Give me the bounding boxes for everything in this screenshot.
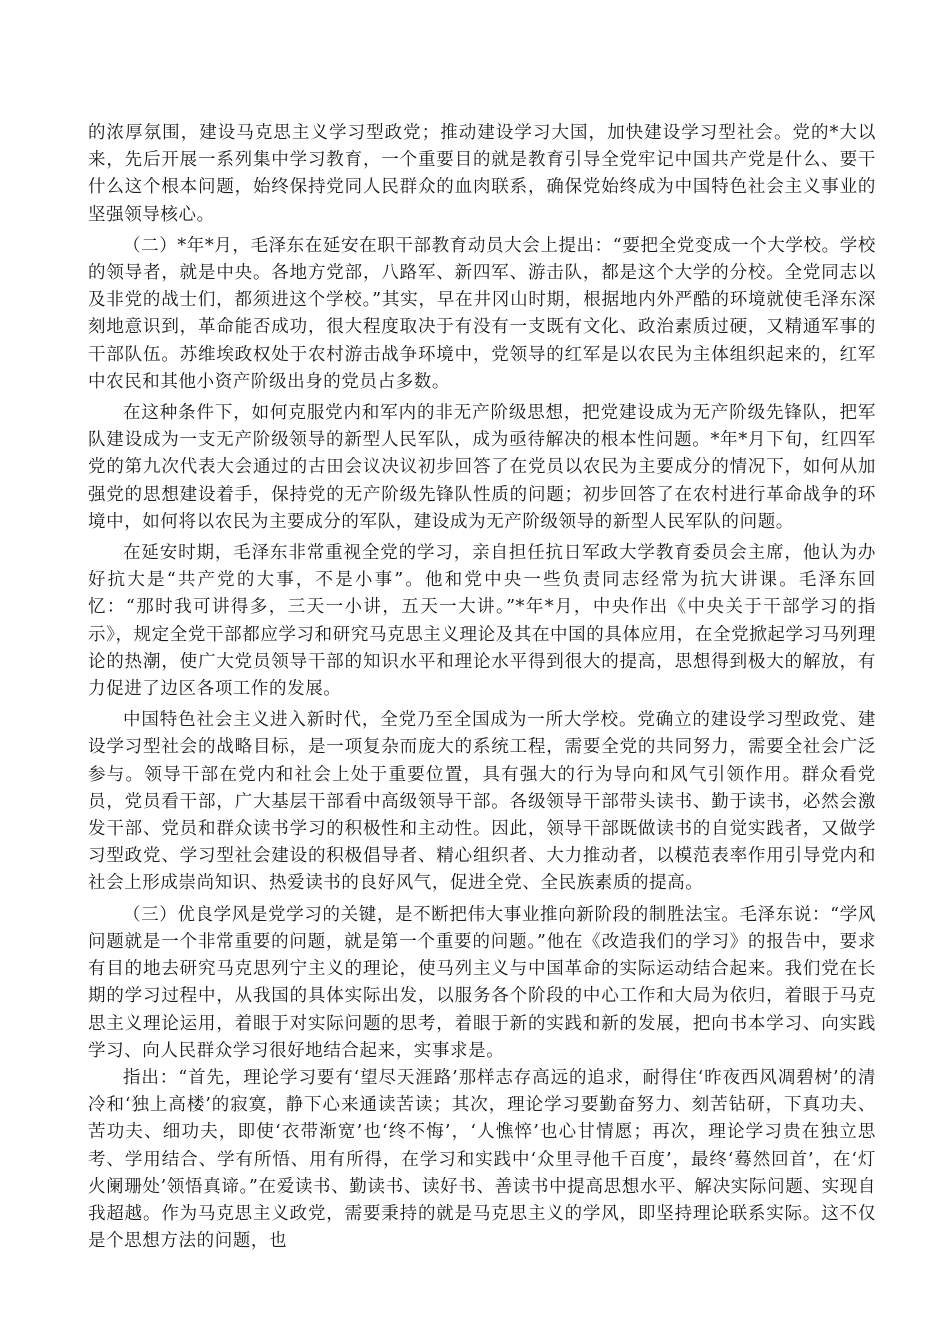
paragraph-2: （二）*年*月，毛泽东在延安在职干部教育动员大会上提出：“要把全党变成一个大学校。学校的领导者，就是中央。各地方党部，八路军、新四军、游击队，都是这个大学的分校。全党同志以及非党的战士们，都须进这个学校。”其实，早在井冈山时期，根据地内外严酷的环境就使毛泽东深刻地意识到，革命能否成功，很大程度取决于有没有一支既有文化、政治素质过硬，又精通军事的干部队伍。苏维埃政权处于农村游击战争环境中，党领导的红军是以农民为主体组织起来的，红军中农民和其他小资产阶级出身的党员占多数。	[88, 235, 876, 392]
paragraph-7: 指出：“首先，理论学习要有‘望尽天涯路’那样志存高远的追求，耐得住‘昨夜西风凋碧树’的清冷和‘独上高楼’的寂寞，静下心来通读苦读；其次，理论学习要勤奋努力、刻苦钻研，下真功夫、苦功夫、细功夫，即使‘衣带渐宽’也‘终不悔’，‘人憔悴’也心甘情愿；再次，理论学习贵在独立思考、学用结合、学有所悟、用有所得，在学习和实践中‘众里寻他千百度’，最终‘蓦然回首’，在‘灯火阑珊处’领悟真谛。”在爱读书、勤读书、读好书、善读书中提高思想水平、解决实际问题、实现自我超越。作为马克思主义政党，需要秉持的就是马克思主义的学风，即坚持理论联系实际。这不仅是个思想方法的问题，也	[88, 1067, 876, 1252]
paragraph-3: 在这种条件下，如何克服党内和军内的非无产阶级思想，把党建设成为无产阶级先锋队，把军队建设成为一支无产阶级领导的新型人民军队，成为亟待解决的根本性问题。*年*月下旬，红四军党的第九次代表大会通过的古田会议决议初步回答了在党员以农民为主要成分的情况下，如何从加强党的思想建设着手，保持党的无产阶级先锋队性质的问题；初步回答了在农村进行革命战争的环境中，如何将以农民为主要成分的军队，建设成为无产阶级领导的新型人民军队的问题。	[88, 403, 876, 532]
paragraph-5: 中国特色社会主义进入新时代，全党乃至全国成为一所大学校。党确立的建设学习型政党、建设学习型社会的战略目标，是一项复杂而庞大的系统工程，需要全党的共同努力，需要全社会广泛参与。领导干部在党内和社会上处于重要位置，具有强大的行为导向和风气引领作用。群众看党员，党员看干部，广大基层干部看中高级领导干部。各级领导干部带头读书、勤于读书，必然会激发干部、党员和群众读书学习的积极性和主动性。因此，领导干部既做读书的自觉实践者，又做学习型政党、学习型社会建设的积极倡导者、精心组织者、大力推动者，以模范表率作用引导党内和社会上形成崇尚知识、热爱读书的良好风气，促进全党、全民族素质的提高。	[88, 710, 876, 894]
document-page	[88, 120, 876, 1255]
paragraph-1: 的浓厚氛围，建设马克思主义学习型政党；推动建设学习大国，加快建设学习型社会。党的*大以来，先后开展一系列集中学习教育，一个重要目的就是教育引导全党牢记中国共产党是什么、要干什么这个根本问题，始终保持党同人民群众的血肉联系，确保党始终成为中国特色社会主义事业的坚强领导核心。	[88, 123, 876, 225]
paragraph-4: 在延安时期，毛泽东非常重视全党的学习，亲自担任抗日军政大学教育委员会主席，他认为办好抗大是“共产党的大事，不是小事”。他和党中央一些负责同志经常为抗大讲课。毛泽东回忆：“那时我可讲得多，三天一小讲，五天一大讲。”*年*月，中央作出《中央关于干部学习的指示》，规定全党干部都应学习和研究马克思主义理论及其在中国的具体应用，在全党掀起学习马列理论的热潮，使广大党员领导干部的知识水平和理论水平得到很大的提高，思想得到极大的解放，有力促进了边区各项工作的发展。	[88, 543, 876, 700]
paragraph-6: （三）优良学风是党学习的关键，是不断把伟大事业推向新阶段的制胜法宝。毛泽东说：“学风问题就是一个非常重要的问题，就是第一个重要的问题。”他在《改造我们的学习》的报告中，要求有目的地去研究马克思列宁主义的理论，使马列主义与中国革命的实际运动结合起来。我们党在长期的学习过程中，从我国的具体实际出发，以服务各个阶段的中心工作和大局为依归，着眼于马克思主义理论运用，着眼于对实际问题的思考，着眼于新的实践和新的发展，把向书本学习、向实践学习、向人民群众学习很好地结合起来，实事求是。	[88, 904, 876, 1061]
